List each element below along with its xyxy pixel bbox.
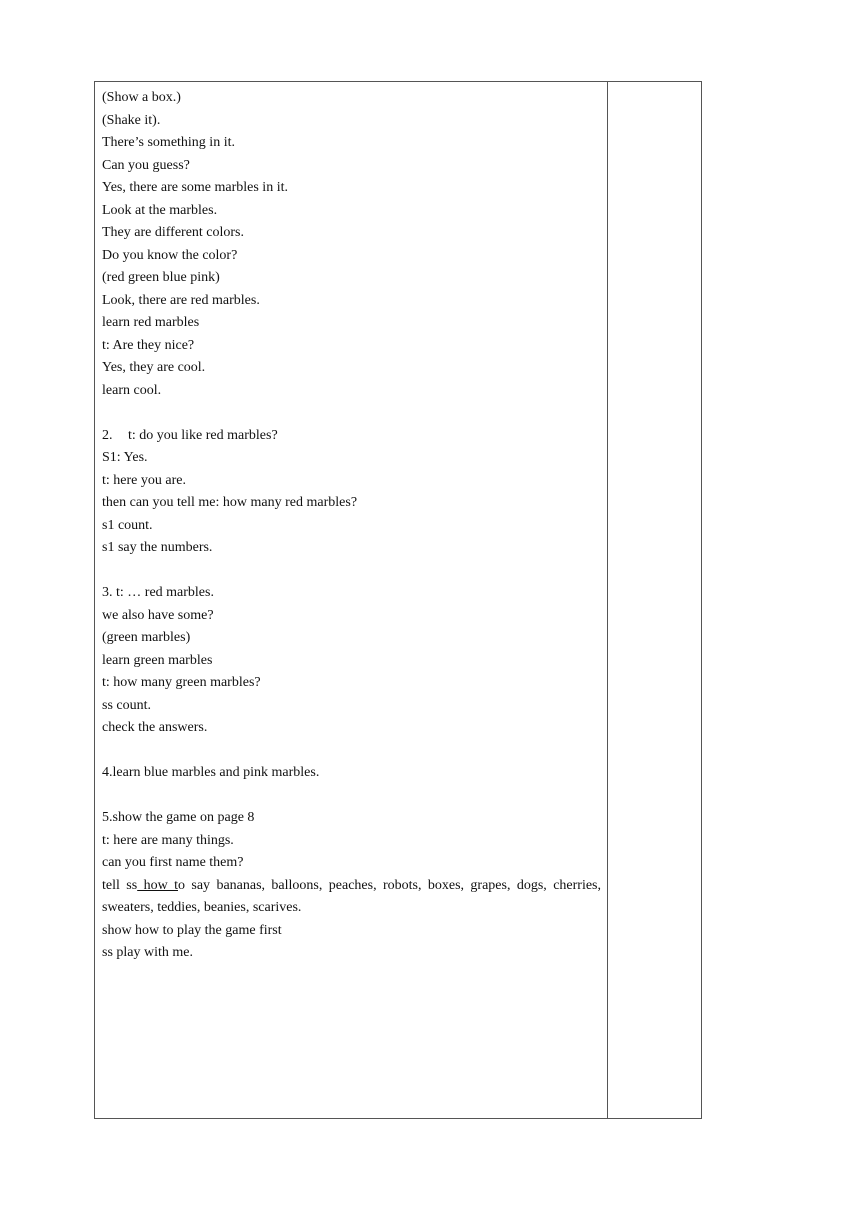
lesson-plan-table — [94, 81, 702, 1119]
text-line: can you first name them? — [102, 855, 244, 870]
text-line: Yes, they are cool. — [102, 360, 206, 375]
text-line: t: Are they nice? — [102, 337, 195, 353]
tell-paragraph — [102, 875, 601, 920]
text-line: (red green blue pink) — [102, 270, 220, 285]
text-line: Can you guess? — [102, 157, 190, 173]
tell-rest: o say bananas, balloons, peaches, robots, boxes, grapes, dogs, cherries, sweaters, teddies, beanies, scarives. — [102, 877, 602, 915]
step-number: 2. — [102, 427, 113, 443]
step-5-heading: 5.show the game on page 8 — [102, 810, 255, 825]
text-line: (green marbles) — [102, 630, 191, 645]
text-line: check the answers. — [102, 720, 208, 735]
blank-line — [102, 560, 601, 583]
text-line: we also have some? — [102, 607, 214, 623]
text-line: learn green marbles — [102, 652, 213, 668]
text-line: t: here you are. — [102, 472, 186, 488]
text-line: Look at the marbles. — [102, 202, 218, 218]
notes-cell — [608, 82, 701, 1118]
text-line: Look, there are red marbles. — [102, 292, 260, 308]
text-line: then can you tell me: how many red marbles? — [102, 495, 358, 510]
text-line: Yes, there are some marbles in it. — [102, 180, 288, 195]
step-2-heading — [102, 425, 601, 448]
tell-prefix: tell ss — [102, 877, 138, 893]
text-line: (Show a box.) — [102, 90, 181, 105]
procedure-cell — [95, 82, 608, 1118]
text-line: They are different colors. — [102, 225, 245, 240]
procedure-text — [102, 87, 601, 965]
text-line: s1 count. — [102, 517, 153, 533]
text-line: t: here are many things. — [102, 832, 234, 848]
text-line: show how to play the game first — [102, 922, 282, 938]
text-line: s1 say the numbers. — [102, 540, 213, 555]
text-line: ss count. — [102, 697, 151, 713]
blank-line — [102, 740, 601, 763]
text-line: learn cool. — [102, 382, 162, 398]
step-4-heading: 4.learn blue marbles and pink marbles. — [102, 765, 320, 780]
underlined-text: how t — [137, 877, 178, 893]
blank-line — [102, 402, 601, 425]
text-line: There’s something in it. — [102, 135, 235, 150]
text-line: t: how many green marbles? — [102, 675, 261, 690]
step-text: t: do you like red marbles? — [128, 427, 278, 443]
blank-line — [102, 785, 601, 808]
text-line: S1: Yes. — [102, 450, 148, 465]
text-line: ss play with me. — [102, 945, 193, 960]
step-3-heading: 3. t: … red marbles. — [102, 585, 214, 600]
text-line: learn red marbles — [102, 315, 200, 330]
text-line: (Shake it). — [102, 112, 161, 128]
text-line: Do you know the color? — [102, 247, 238, 263]
